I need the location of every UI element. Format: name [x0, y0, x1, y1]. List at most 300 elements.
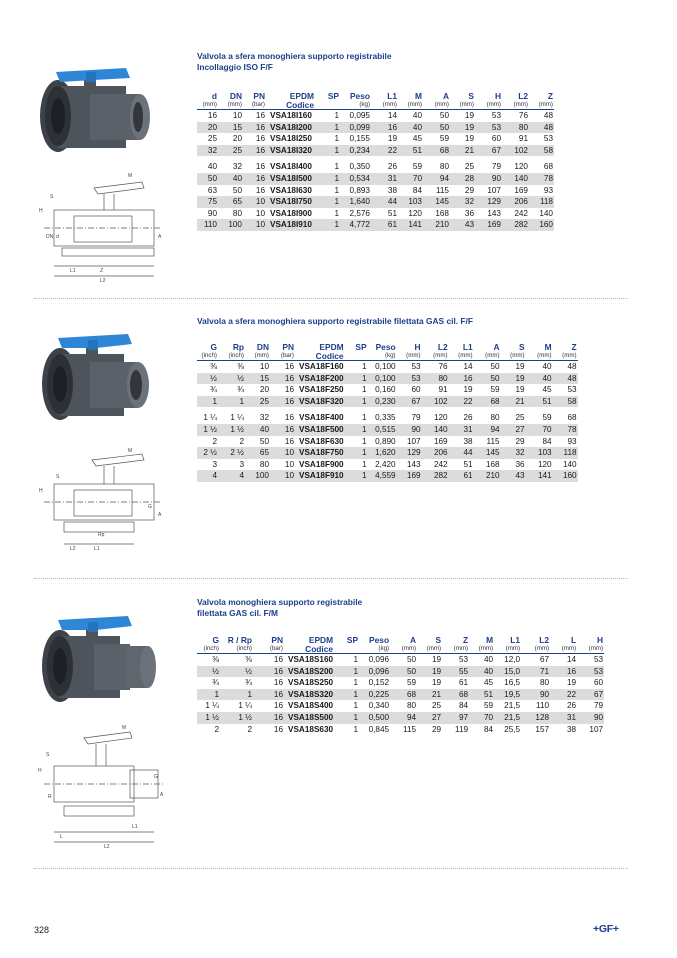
table-cell: 32: [218, 157, 243, 173]
table-cell: 94: [390, 712, 417, 724]
table-cell: 28: [450, 173, 475, 185]
svg-text:G: G: [154, 774, 158, 780]
table-cell: 1 ¼: [205, 701, 219, 711]
table-cell: 0,893: [349, 185, 370, 195]
table-cell: 103: [398, 196, 423, 208]
table-cell: 168: [485, 459, 500, 469]
table-cell: 84: [412, 185, 422, 195]
table-cell: 53: [475, 122, 502, 134]
table-cell: 91: [438, 385, 448, 395]
product-code-cell: VSA18S320: [284, 689, 334, 701]
table-cell: 19: [566, 678, 577, 688]
table-cell: 0,099: [340, 122, 371, 134]
table-cell: 78: [553, 424, 578, 436]
table-cell: 68: [474, 396, 501, 408]
svg-text:Z: Z: [100, 268, 104, 274]
svg-text:DN: DN: [46, 234, 54, 240]
table-cell: 143: [406, 459, 421, 469]
table-cell: 40: [398, 122, 423, 134]
table-row: [197, 185, 554, 197]
table-cell: 80: [474, 408, 501, 424]
product-code-cell: VSA18F750: [295, 447, 345, 459]
table-cell: 59: [483, 701, 494, 711]
table-cell: 32: [450, 196, 475, 208]
table-cell: 68: [390, 689, 417, 701]
table-cell: 1: [220, 689, 253, 701]
table-cell: 168: [435, 208, 449, 218]
table-cell: 2,420: [375, 459, 396, 469]
table-cell: 38: [566, 724, 577, 734]
table-row: [197, 157, 554, 173]
table-row: [197, 459, 578, 471]
product-code-cell: VSA18I500: [266, 173, 315, 185]
table-cell: 53: [411, 362, 421, 371]
table-cell: 16: [243, 173, 266, 185]
table-cell: 48: [567, 362, 577, 371]
table-cell: 58: [529, 145, 554, 157]
technical-drawing-threaded-fm: [34, 722, 169, 852]
table-cell: 141: [526, 470, 553, 482]
product-code-cell: VSA18I750: [266, 196, 315, 208]
table-cell: 80: [406, 701, 417, 711]
table-cell: 10: [284, 459, 294, 469]
table-cell: 26: [371, 157, 398, 173]
table-cell: 206: [502, 196, 529, 208]
svg-text:M: M: [128, 448, 133, 454]
table-cell: 3: [239, 459, 244, 469]
table-cell: 140: [502, 173, 529, 185]
table-cell: 4,772: [340, 219, 371, 231]
product-code-cell: VSA18I630: [270, 185, 312, 195]
table-cell: 97: [442, 712, 469, 724]
table-cell: 0,845: [368, 724, 390, 734]
table-cell: 3: [212, 459, 217, 469]
table-cell: 16: [273, 701, 283, 711]
table-row: [197, 122, 554, 134]
table-cell: 20: [232, 134, 242, 144]
table-cell: 53: [567, 385, 577, 395]
table-row: [197, 666, 604, 678]
table-cell: 21: [501, 396, 526, 408]
table-row: [197, 470, 578, 482]
table-cell: 40: [245, 424, 270, 436]
table-cell: 1: [334, 185, 339, 195]
table-cell: 94: [474, 424, 501, 436]
table-cell: 0,515: [368, 424, 397, 436]
table-cell: 0,155: [349, 134, 370, 144]
table-cell: 16: [273, 678, 283, 688]
table-cell: 103: [526, 447, 553, 459]
table-cell: 44: [371, 196, 398, 208]
table-cell: 48: [529, 122, 554, 134]
svg-text:L2: L2: [100, 278, 106, 284]
table-cell: 16: [550, 666, 577, 678]
table-cell: 55: [442, 666, 469, 678]
table-cell: 143: [487, 208, 501, 218]
table-cell: 45: [483, 678, 494, 688]
table-row: [197, 677, 604, 689]
table-cell: 14: [566, 655, 577, 664]
table-row: [197, 173, 554, 185]
table-cell: 4: [197, 470, 218, 482]
table-cell: 53: [397, 373, 422, 385]
table-cell: 25: [207, 134, 217, 144]
valve-photo-iso: [34, 58, 162, 160]
table-cell: 1: [353, 724, 359, 734]
product-code-cell: VSA18I160: [270, 111, 312, 120]
product-code-cell: VSA18F910: [295, 470, 345, 482]
table-cell: 0,225: [359, 689, 390, 701]
table-cell: 53: [593, 655, 604, 664]
table-row: [197, 700, 604, 712]
table-cell: 36: [464, 208, 474, 218]
section-title: Valvola a sfera monoghiera supporto registrabile Incollaggio ISO F/F: [197, 51, 392, 72]
table-cell: 93: [543, 185, 553, 195]
table-cell: 19: [431, 678, 442, 688]
table-cell: 16: [270, 424, 295, 436]
table-cell: 0,230: [368, 396, 397, 408]
table-cell: 22: [449, 396, 474, 408]
table-cell: 20: [197, 122, 218, 134]
section-title-threaded-ff: Valvola a sfera monoghiera supporto registrabile filettata GAS cil. F/F: [197, 316, 473, 326]
table-cell: 29: [464, 185, 474, 195]
table-cell: ½: [218, 373, 245, 385]
table-cell: 1: [362, 436, 367, 446]
table-cell: 1,620: [368, 447, 397, 459]
table-cell: 16: [253, 712, 284, 724]
valve-photo-threaded-ff: [34, 322, 162, 427]
table-cell: 50: [474, 373, 501, 385]
table-cell: 10: [259, 362, 269, 371]
table-row: [197, 424, 578, 436]
table-cell: 16: [284, 385, 294, 395]
unit-row: (inch) (inch) (bar) Codice (kg) (mm) (mm) (mm) (mm) (mm) (mm) (mm) (mm): [197, 645, 604, 654]
table-row: [197, 110, 554, 122]
table-cell: 100: [218, 219, 243, 231]
table-cell: 1: [345, 470, 368, 482]
table-cell: 76: [438, 362, 448, 371]
table-cell: 1: [353, 655, 359, 664]
table-cell: 90: [397, 424, 422, 436]
table-cell: 80: [422, 373, 449, 385]
table-cell: 0,890: [375, 436, 396, 446]
table-cell: 29: [431, 724, 442, 734]
table-body: [197, 654, 604, 736]
table-cell: 1 ½: [197, 424, 218, 436]
table-cell: 169: [514, 185, 528, 195]
table-cell: 118: [529, 196, 554, 208]
table-cell: 12,0: [504, 655, 521, 664]
table-cell: 59: [398, 157, 423, 173]
product-code-cell: VSA18I250: [270, 134, 312, 144]
table-row: [197, 196, 554, 208]
header-row: G R / Rp PN EPDM SP Peso A S Z M L1 L2 L H: [212, 635, 604, 645]
svg-text:H: H: [39, 488, 43, 494]
table-cell: 100: [245, 470, 270, 482]
table-cell: 50: [423, 122, 450, 134]
table-cell: 1: [334, 666, 359, 678]
page-number: 328: [34, 925, 50, 935]
svg-text:S: S: [56, 474, 60, 480]
product-code-cell: VSA18S500: [284, 712, 334, 724]
table-cell: ¾: [237, 385, 244, 395]
table-cell: 45: [412, 134, 422, 144]
table-cell: 20: [259, 385, 269, 395]
table-cell: 59: [490, 385, 500, 395]
table-cell: 19: [417, 666, 442, 678]
spec-table-threaded-ff: [197, 342, 578, 482]
table-cell: 80: [423, 157, 450, 173]
table-cell: 16: [273, 655, 283, 664]
table-cell: 65: [218, 196, 243, 208]
table-cell: 51: [463, 459, 473, 469]
table-cell: 140: [422, 424, 449, 436]
table-cell: 16: [253, 666, 284, 678]
spec-table-iso: [197, 91, 554, 231]
table-cell: 67: [539, 655, 550, 664]
table-cell: 19: [464, 134, 474, 144]
table-cell: 1: [315, 157, 340, 173]
table-cell: 78: [529, 173, 554, 185]
table-cell: 160: [553, 470, 578, 482]
product-code-cell: VSA18F400: [295, 408, 345, 424]
table-cell: 22: [371, 145, 398, 157]
table-row: [197, 396, 578, 408]
table-cell: 2: [214, 724, 219, 734]
table-cell: 169: [475, 219, 502, 231]
table-cell: 107: [406, 436, 421, 446]
table-cell: ⅜: [210, 362, 217, 371]
table-cell: 76: [518, 111, 528, 120]
table-cell: 84: [483, 724, 494, 734]
table-row: [197, 133, 554, 145]
technical-drawing-threaded-ff: [34, 446, 169, 558]
table-cell: 75: [197, 196, 218, 208]
product-code-cell: VSA18S160: [288, 655, 334, 664]
table-cell: 45: [542, 385, 552, 395]
table-cell: 40: [218, 173, 243, 185]
product-code-cell: VSA18F500: [295, 424, 345, 436]
table-cell: 120: [408, 208, 422, 218]
svg-text:S: S: [50, 194, 54, 200]
table-cell: 242: [514, 208, 528, 218]
table-cell: 1: [345, 408, 368, 424]
table-cell: 25: [218, 145, 243, 157]
table-cell: 43: [501, 470, 526, 482]
table-cell: 90: [521, 689, 550, 701]
table-cell: 22: [550, 689, 577, 701]
table-cell: 1: [334, 689, 359, 701]
table-cell: 63: [207, 185, 217, 195]
table-cell: 80: [502, 122, 529, 134]
svg-text:H: H: [38, 768, 42, 774]
table-cell: 40: [469, 666, 494, 678]
spec-table-threaded-fm: [197, 635, 604, 735]
table-cell: 129: [475, 196, 502, 208]
table-cell: 93: [567, 436, 577, 446]
svg-text:A: A: [158, 512, 162, 518]
table-cell: 36: [515, 459, 525, 469]
table-cell: 68: [529, 157, 554, 173]
table-cell: 19: [501, 373, 526, 385]
header-row: d DN PN EPDM SP Peso L1 M A S H L2 Z: [211, 91, 553, 101]
svg-text:L2: L2: [70, 546, 76, 552]
table-body: [197, 110, 554, 231]
table-cell: 38: [463, 436, 473, 446]
table-row: [197, 373, 578, 385]
table-cell: 4: [218, 470, 245, 482]
table-cell: 4,559: [368, 470, 397, 482]
table-row: [197, 145, 554, 157]
table-row: [197, 689, 604, 701]
table-cell: 26: [449, 408, 474, 424]
table-cell: 282: [422, 470, 449, 482]
table-cell: 16: [273, 724, 283, 734]
table-cell: 27: [501, 424, 526, 436]
svg-text:S: S: [46, 752, 50, 758]
table-cell: 70: [469, 712, 494, 724]
section-title-threaded-fm: Valvola monoghiera supporto registrabile filettata GAS cil. F/M: [197, 597, 363, 618]
section-divider: [34, 578, 628, 579]
svg-text:L2: L2: [104, 844, 110, 850]
table-cell: 67: [577, 689, 604, 701]
table-row: [197, 436, 578, 448]
table-cell: 60: [491, 134, 501, 144]
table-cell: 91: [518, 134, 528, 144]
table-cell: 1: [315, 196, 340, 208]
table-row: [197, 447, 578, 459]
table-cell: 84: [458, 701, 469, 711]
table-cell: 10: [270, 470, 295, 482]
table-cell: 50: [490, 362, 500, 371]
section-divider: [34, 298, 628, 299]
table-cell: 115: [435, 185, 449, 195]
table-cell: 10: [243, 219, 266, 231]
table-cell: 79: [475, 157, 502, 173]
table-cell: 118: [553, 447, 578, 459]
table-cell: 157: [535, 724, 550, 734]
table-row: [197, 654, 604, 666]
table-cell: 80: [259, 459, 269, 469]
table-cell: 16: [243, 122, 266, 134]
table-cell: 59: [439, 134, 449, 144]
table-cell: 1: [197, 689, 220, 701]
table-cell: 19: [463, 385, 473, 395]
table-cell: 68: [553, 408, 578, 424]
product-code-cell: VSA18S630: [288, 724, 334, 734]
table-cell: 0,350: [340, 157, 371, 173]
table-cell: 0,100: [375, 362, 396, 371]
product-code-cell: VSA18S200: [284, 666, 334, 678]
table-cell: 120: [502, 157, 529, 173]
table-cell: 19: [450, 122, 475, 134]
table-cell: 107: [487, 185, 501, 195]
table-cell: 50: [232, 185, 242, 195]
table-cell: 16,5: [504, 678, 521, 688]
table-cell: 48: [543, 111, 553, 120]
table-cell: ⅜: [237, 362, 244, 371]
table-cell: 129: [397, 447, 422, 459]
table-cell: 32: [501, 447, 526, 459]
table-cell: 210: [474, 470, 501, 482]
svg-text:H: H: [39, 208, 43, 214]
table-cell: 79: [397, 408, 422, 424]
valve-photo-threaded-fm: [34, 604, 162, 709]
table-cell: 16: [243, 145, 266, 157]
table-cell: 14: [463, 362, 473, 371]
svg-text:L1: L1: [94, 546, 100, 552]
table-cell: 80: [539, 678, 550, 688]
table-cell: 14: [387, 111, 397, 120]
svg-text:A: A: [158, 234, 162, 240]
table-cell: 1: [345, 447, 368, 459]
table-cell: 43: [450, 219, 475, 231]
table-cell: 31: [550, 712, 577, 724]
table-cell: 58: [553, 396, 578, 408]
product-code-cell: VSA18S250: [288, 678, 334, 688]
table-cell: 15: [245, 373, 270, 385]
table-cell: 21,5: [494, 712, 521, 724]
table-cell: 59: [406, 678, 417, 688]
table-cell: 16: [243, 157, 266, 173]
table-cell: 71: [521, 666, 550, 678]
table-cell: 15,0: [494, 666, 521, 678]
table-row: [197, 208, 554, 220]
table-cell: 1: [353, 701, 359, 711]
technical-drawing-iso: [34, 168, 169, 286]
table-cell: 10: [232, 111, 242, 120]
table-cell: 32: [197, 145, 218, 157]
table-cell: 1: [218, 396, 245, 408]
svg-text:M: M: [122, 725, 127, 731]
table-cell: 16: [255, 134, 265, 144]
table-cell: 10: [270, 447, 295, 459]
table-cell: 53: [577, 666, 604, 678]
table-cell: 26: [566, 701, 577, 711]
table-cell: 70: [398, 173, 423, 185]
table-cell: 0,534: [340, 173, 371, 185]
table-cell: 15: [218, 122, 243, 134]
svg-text:G: G: [148, 504, 152, 510]
table-cell: 1: [362, 459, 367, 469]
svg-text:d: d: [56, 234, 59, 240]
table-cell: 120: [537, 459, 552, 469]
section-divider: [34, 868, 628, 869]
table-cell: 60: [593, 678, 604, 688]
table-cell: 210: [423, 219, 450, 231]
table-cell: 0,500: [359, 712, 390, 724]
table-cell: 53: [491, 111, 501, 120]
table-cell: 10: [243, 196, 266, 208]
table-cell: 16: [270, 408, 295, 424]
table-cell: 242: [433, 459, 448, 469]
table-cell: 60: [411, 385, 421, 395]
table-cell: 40: [542, 362, 552, 371]
table-cell: 2: [247, 724, 252, 734]
table-cell: 44: [449, 447, 474, 459]
table-cell: 1: [315, 145, 340, 157]
table-cell: 107: [589, 724, 604, 734]
table-cell: 102: [502, 145, 529, 157]
table-cell: 282: [502, 219, 529, 231]
product-code-cell: VSA18I910: [266, 219, 315, 231]
table-cell: 40: [197, 157, 218, 173]
table-cell: 1 ¼: [238, 701, 252, 711]
svg-text:A: A: [160, 792, 164, 798]
table-cell: 1 ½: [220, 712, 253, 724]
table-cell: 0,100: [368, 373, 397, 385]
table-cell: 1: [362, 362, 367, 371]
